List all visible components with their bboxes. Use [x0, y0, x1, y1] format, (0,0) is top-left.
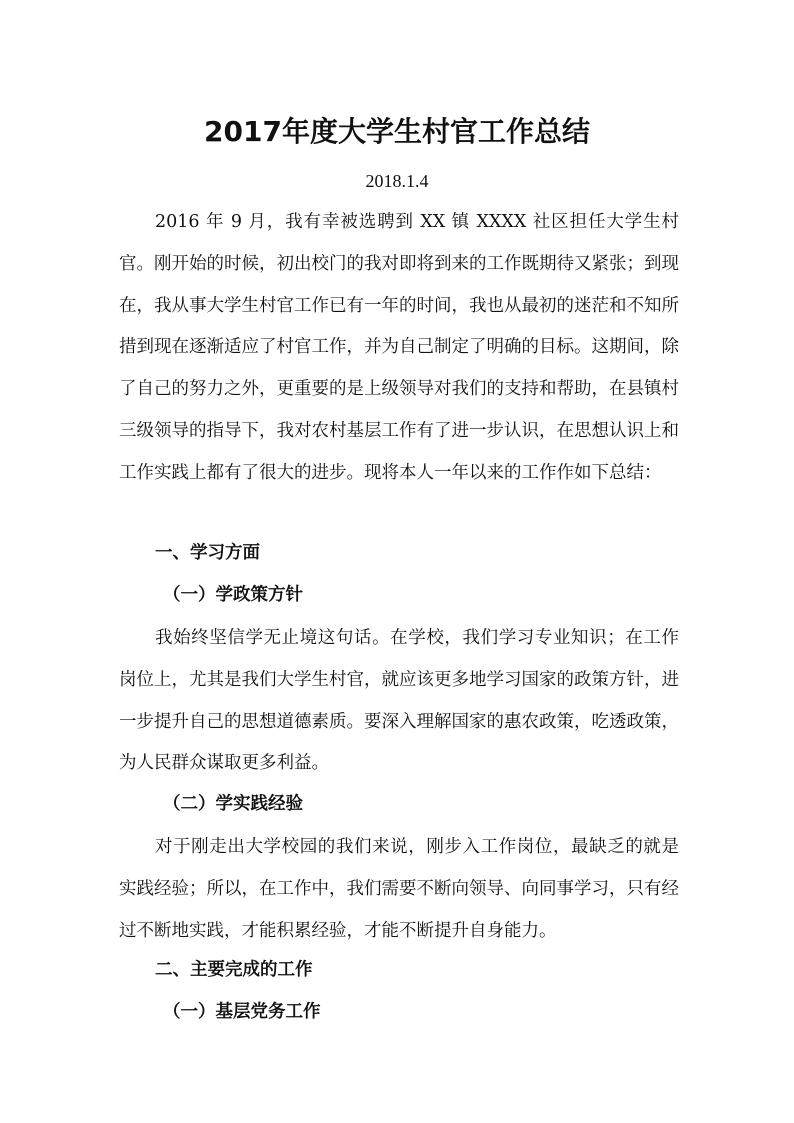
section-1-sub-2-paragraph: 对于刚走出大学校园的我们来说，刚步入工作岗位，最缺乏的就是实践经验；所以，在工作中，我们需要不断向领导、向同事学习，只有经过不断地实践，才能积累经验，才能不断提升自身能力。 — [119, 837, 679, 941]
section-1-heading: 一、学习方面 — [155, 543, 260, 563]
document-title: 2017年度大学生村官工作总结 — [204, 115, 590, 148]
section-2-sub-1-heading: （一）基层党务工作 — [163, 1002, 321, 1022]
section-1-sub-2-heading: （二）学实践经验 — [163, 794, 303, 814]
section-1-sub-1-heading: （一）学政策方针 — [163, 585, 303, 605]
document-date: 2018.1.4 — [365, 171, 429, 191]
section-2-heading: 二、主要完成的工作 — [155, 960, 313, 980]
section-1-sub-1-paragraph: 我始终坚信学无止境这句话。在学校，我们学习专业知识；在工作岗位上，尤其是我们大学生村官，就应该更多地学习国家的政策方针，进一步提升自己的思想道德素质。要深入理解国家的惠农政策，吃透政策，为人民群众谋取更多利益。 — [119, 628, 679, 774]
intro-paragraph: 2016 年 9 月，我有幸被选聘到 XX 镇 XXXX 社区担任大学生村官。刚开始的时候，初出校门的我对即将到来的工作既期待又紧张；到现在，我从事大学生村官工作已有一年的时间，我也从最初的迷茫和不知所措到现在逐渐适应了村官工作，并为自己制定了明确的目标。这期间，除了自己的努力之外，更重要的是上级领导对我们的支持和帮助，在县镇村三级领导的指导下，我对农村基层工作有了进一步认识，在思想认识上和工作实践上都有了很大的进步。现将本人一年以来的工作作如下总结： — [119, 212, 679, 483]
